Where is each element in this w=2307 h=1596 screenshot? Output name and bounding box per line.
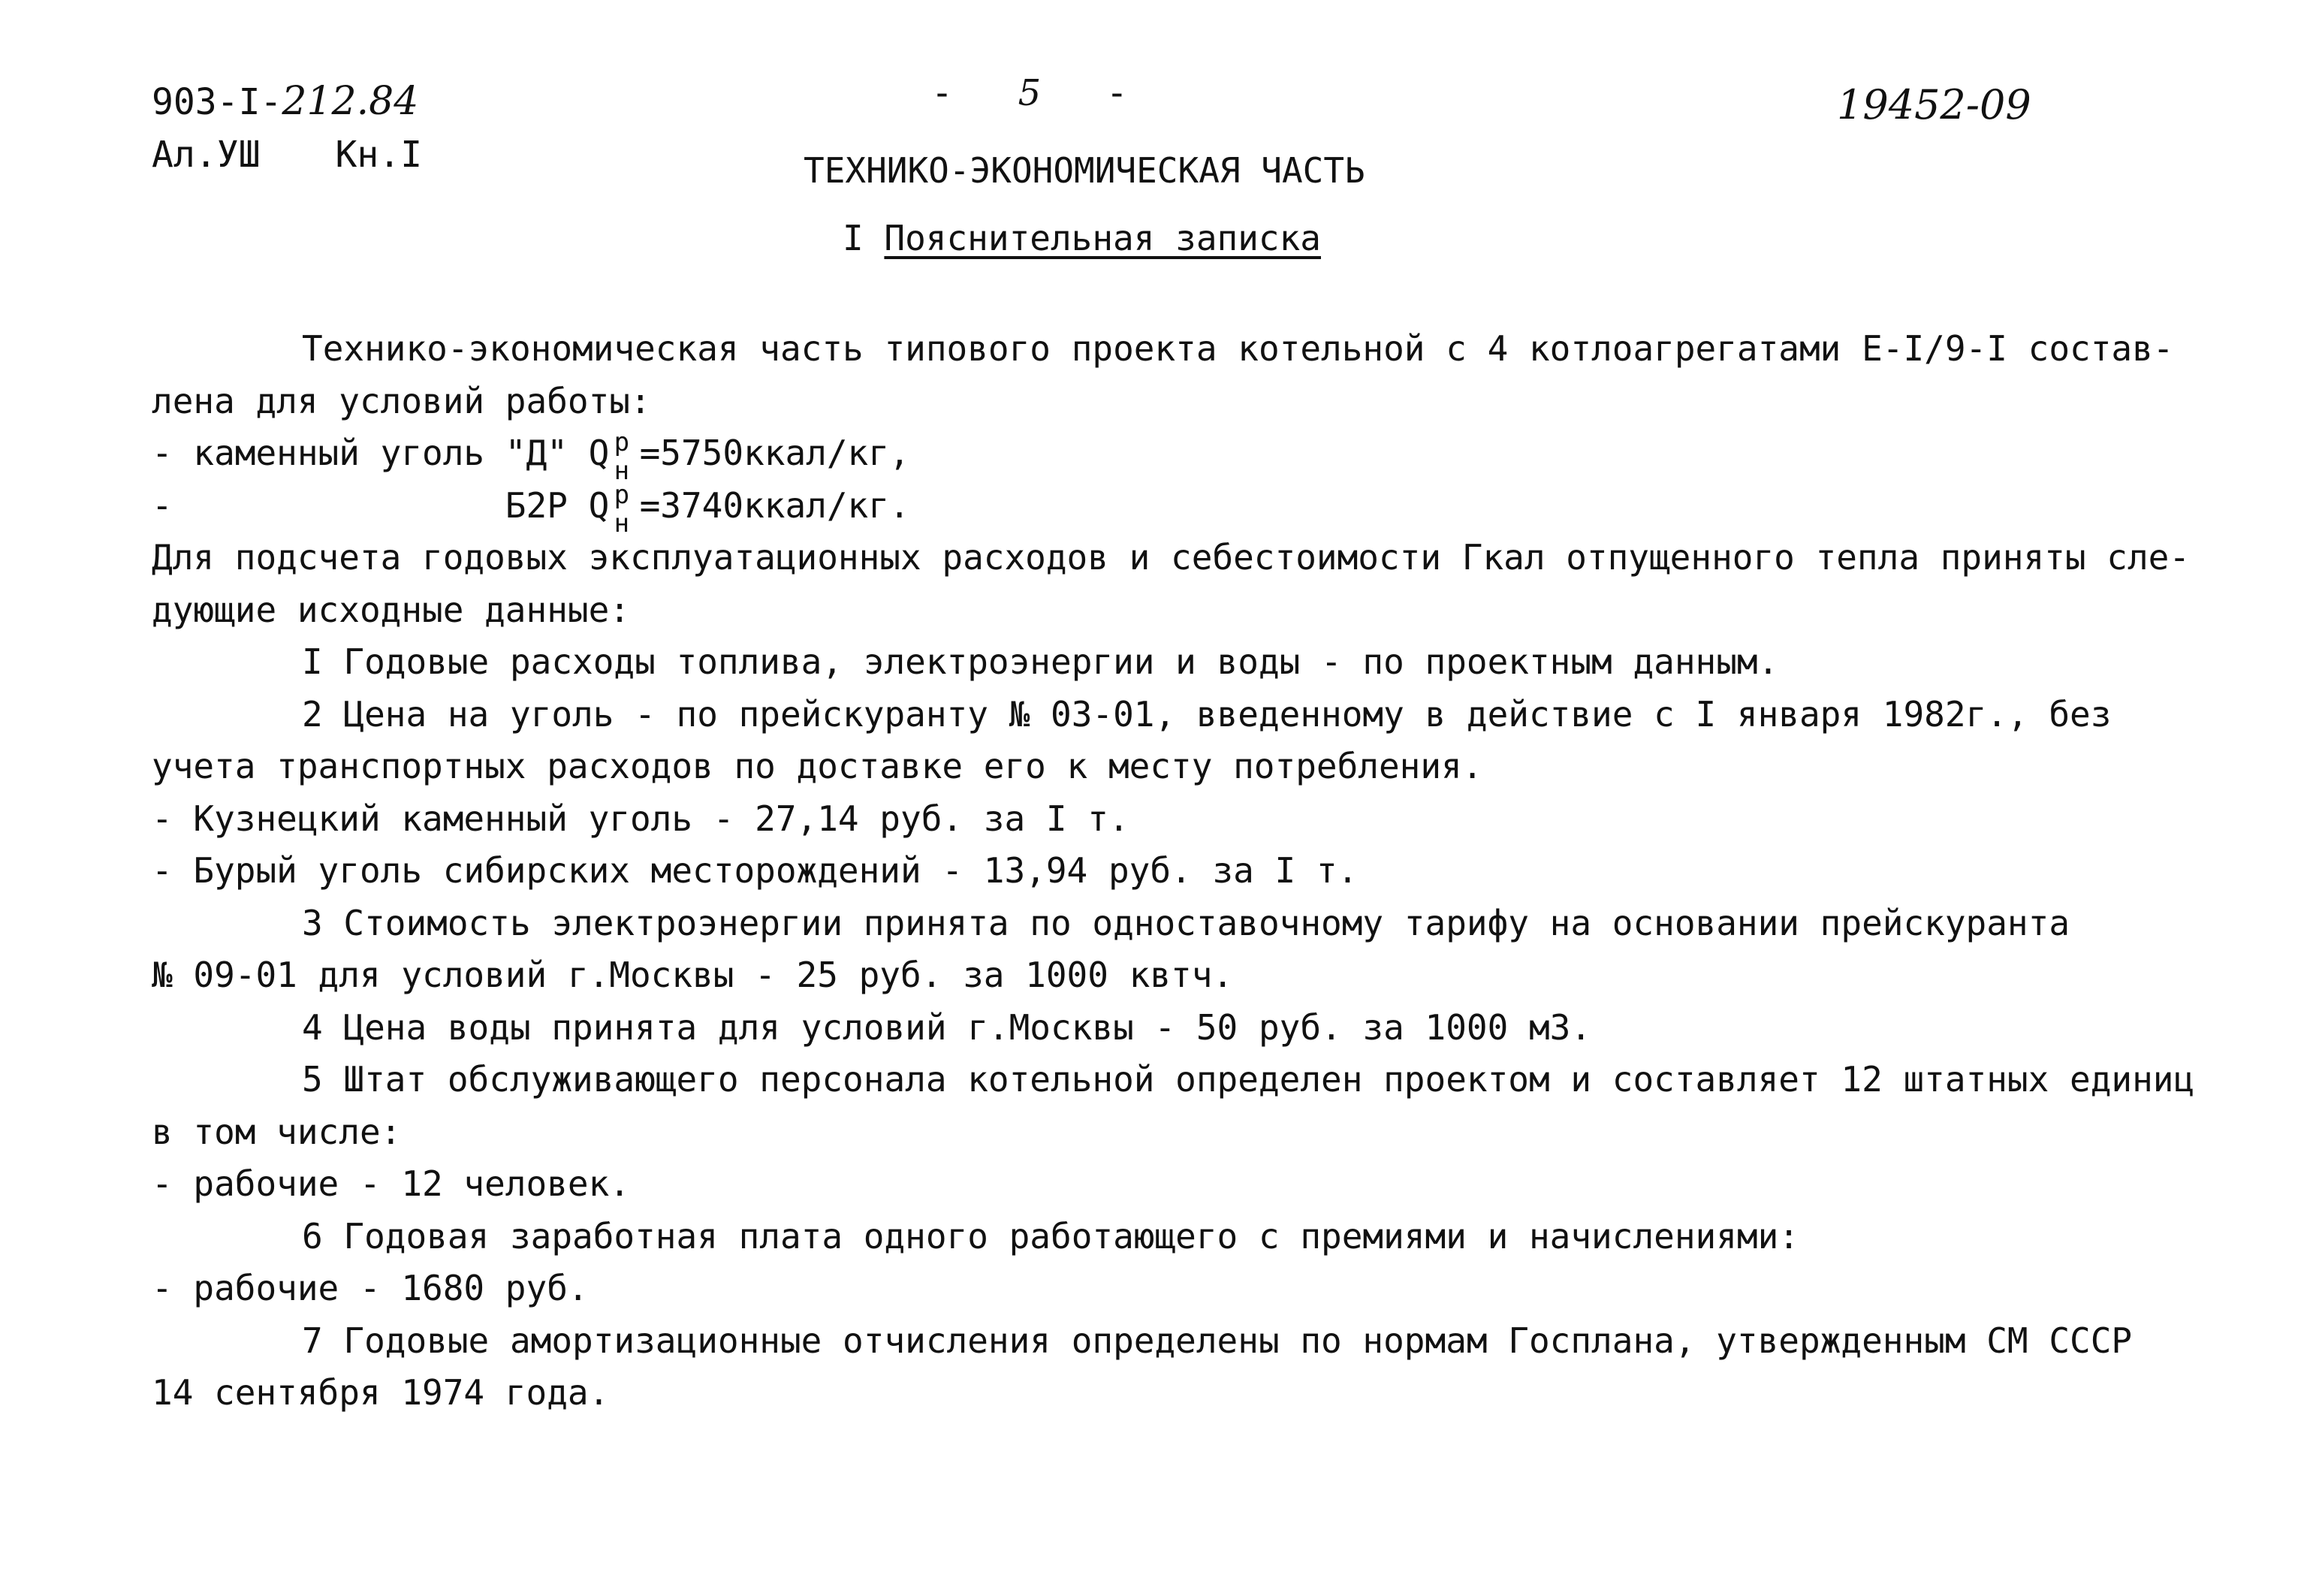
book-label: Кн.I: [335, 134, 423, 176]
paragraph-line: учета транспортных расходов по доставке его к месту потребления.: [152, 746, 1483, 786]
list-item: 6 Годовая заработная плата одного работающего с премиями и начислениями:: [302, 1215, 1799, 1257]
paragraph-line: Технико-экономическая часть типового проекта котельной с 4 котлоагрегатами Е-I/9-I состав-: [302, 328, 2174, 369]
document-code-block: [152, 75, 497, 181]
fuel-label: - каменный уголь "Д": [152, 433, 568, 473]
list-item: - рабочие - 12 человек.: [152, 1163, 630, 1204]
q-subscript: н: [614, 508, 630, 539]
paragraph-line: 14 сентября 1974 года.: [152, 1372, 610, 1413]
list-item: 2 Цена на уголь - по прейскуранту № 03-01, введенному в действие с I января 1982г., без: [302, 693, 2112, 735]
document-code-handwritten: 212.84: [282, 79, 419, 124]
list-item: - Кузнецкий каменный уголь - 27,14 руб. за I т.: [152, 798, 1129, 839]
paragraph-line: № 09-01 для условий г.Москвы - 25 руб. за 1000 квтч.: [152, 955, 1234, 995]
list-item: I Годовые расходы топлива, электроэнергии и воды - по проектным данным.: [302, 641, 1779, 682]
subsection-heading: [843, 218, 1321, 258]
q-subscript: н: [614, 456, 630, 486]
q-superscript: р: [614, 427, 630, 457]
body-text: [152, 323, 2224, 1420]
q-symbol: Q: [588, 433, 610, 473]
fuel-line-2: [152, 479, 2224, 539]
fuel-value: =3740ккал/кг.: [639, 484, 910, 526]
paragraph-line: Для подсчета годовых эксплуатационных расходов и себестоимости Гкал отпущенного тепла приняты сле-: [152, 537, 2191, 578]
page-number-value: 5: [1018, 72, 1042, 114]
document-code-prefix: 903-I-: [152, 81, 282, 123]
section-title: ТЕХНИКО-ЭКОНОМИЧЕСКАЯ ЧАСТЬ: [804, 150, 1365, 191]
list-item: 5 Штат обслуживающего персонала котельной определен проектом и составляет 12 штатных единиц: [302, 1059, 2195, 1100]
list-item: 4 Цена воды принята для условий г.Москвы - 50 руб. за 1000 м3.: [302, 1006, 1592, 1048]
heat-value-symbol: [588, 479, 640, 539]
page-number: - 5 -: [931, 72, 1128, 114]
list-item: - рабочие - 1680 руб.: [152, 1268, 589, 1308]
paragraph-line: дующие исходные данные:: [152, 589, 630, 630]
list-item: 7 Годовые амортизационные отчисления определены по нормам Госплана, утвержденным СМ СССР: [302, 1320, 2133, 1361]
fuel-label: - Б2Р: [152, 484, 568, 526]
q-superscript: р: [614, 479, 630, 510]
subsection-number: I: [843, 218, 864, 258]
paragraph-line: лена для условий работы:: [152, 380, 651, 421]
document-code: [152, 75, 497, 128]
fuel-line-1: [152, 427, 2224, 486]
paragraph-line: в том числе:: [152, 1111, 402, 1152]
fuel-value: =5750ккал/кг,: [639, 433, 910, 473]
album-book-line: [152, 128, 497, 181]
subsection-title: Пояснительная записка: [884, 218, 1321, 258]
list-item: 3 Стоимость электроэнергии принята по одноставочному тарифу на основании прейскуранта: [302, 902, 2070, 943]
list-item: - Бурый уголь сибирских месторождений - 13,94 руб. за I т.: [152, 850, 1359, 891]
archive-number: 19452-09: [1837, 81, 2031, 128]
album-label: Ал.УШ: [152, 134, 261, 176]
q-symbol: Q: [588, 484, 610, 526]
